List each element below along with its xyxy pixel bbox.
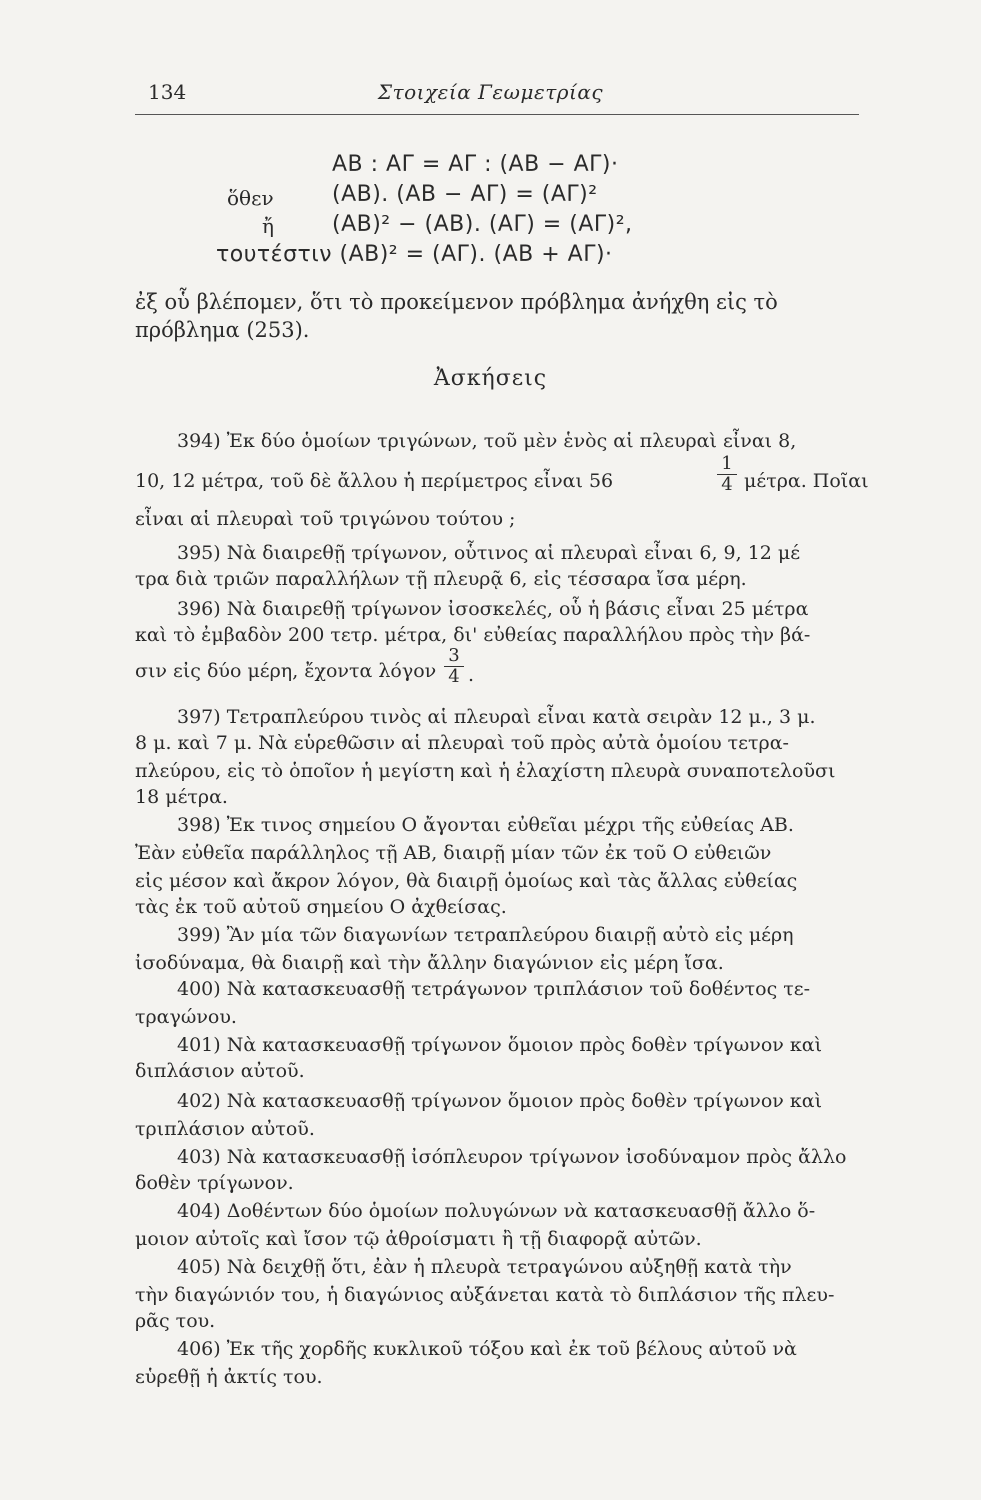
exercise-402-line-1: 402) Νὰ κατασκευασθῇ τρίγωνον ὅμοιον πρὸς δοθὲν τρίγωνον καὶ [177, 1090, 823, 1112]
section-heading: Ἀσκήσεις [433, 366, 548, 391]
fraction-denominator: 4 [721, 474, 733, 495]
exercise-397-line-3: πλεύρου, εἰς τὸ ὁποῖον ἡ μεγίστη καὶ ἡ ἐλαχίστη πλευρὰ συναποτελοῦσι [135, 760, 836, 782]
exercise-398-line-2: Ἐὰν εὐθεῖα παράλληλος τῇ ΑΒ, διαιρῇ μίαν τῶν ἐκ τοῦ Ο εὐθειῶν [135, 842, 772, 864]
exercise-398-line-4: τὰς ἐκ τοῦ αὐτοῦ σημείου Ο ἀχθείσας. [135, 896, 507, 918]
word-hothen: ὅθεν [227, 186, 274, 210]
equation-2: (ΑΒ). (ΑΒ − ΑΓ) = (ΑΓ)² [332, 182, 598, 207]
exercise-396-line-3: σιν εἰς δύο μέρη, ἔχοντα λόγον [135, 660, 437, 682]
exercise-402-line-2: τριπλάσιον αὐτοῦ. [135, 1118, 315, 1140]
fraction-three-quarters [444, 646, 464, 687]
exercise-400-line-1: 400) Νὰ κατασκευασθῇ τετράγωνον τριπλάσιον τοῦ δοθέντος τε- [177, 978, 811, 1000]
exercise-394-line-2a: 10, 12 μέτρα, τοῦ δὲ ἄλλου ἡ περίμετρος εἶναι 56 [135, 470, 614, 492]
exercise-394-line-3: εἶναι αἱ πλευραὶ τοῦ τριγώνου τούτου ; [135, 508, 516, 530]
exercise-397-line-4: 18 μέτρα. [135, 786, 228, 808]
exercise-401-line-1: 401) Νὰ κατασκευασθῇ τρίγωνον ὅμοιον πρὸς δοθὲν τρίγωνον καὶ [177, 1034, 823, 1056]
equation-3: (ΑΒ)² − (ΑΒ). (ΑΓ) = (ΑΓ)², [332, 212, 633, 237]
exercise-397-line-2: 8 μ. καὶ 7 μ. Νὰ εὑρεθῶσιν αἱ πλευραὶ τοῦ πρὸς αὐτὰ ὁμοίου τετρα- [135, 732, 789, 754]
exercise-397-line-1: 397) Τετραπλεύρου τινὸς αἱ πλευραὶ εἶναι κατὰ σειρὰν 12 μ., 3 μ. [177, 706, 816, 728]
fraction-one-quarter [717, 454, 737, 495]
equation-1: ΑΒ : ΑΓ = ΑΓ : (ΑΒ − ΑΓ)· [332, 152, 619, 177]
page-number: 134 [148, 80, 187, 104]
exercise-399-line-1: 399) Ἂν μία τῶν διαγωνίων τετραπλεύρου διαιρῇ αὐτὸ εἰς μέρη [177, 924, 794, 946]
exercise-394-line-1: 394) Ἐκ δύο ὁμοίων τριγώνων, τοῦ μὲν ἑνὸς αἱ πλευραὶ εἶναι 8, [177, 430, 797, 452]
exercise-403-line-1: 403) Νὰ κατασκευασθῇ ἰσόπλευρον τρίγωνον ἰσοδύναμον πρὸς ἄλλο [177, 1146, 847, 1168]
running-title: Στοιχεία Γεωμετρίας [377, 80, 604, 104]
fraction-numerator: 1 [717, 454, 737, 475]
exercise-396-period: . [468, 664, 475, 686]
exercise-394-line-2b: μέτρα. Ποῖαι [744, 470, 869, 492]
exercise-395-line-1: 395) Νὰ διαιρεθῇ τρίγωνον, οὗτινος αἱ πλευραὶ εἶναι 6, 9, 12 μέ [177, 542, 801, 564]
exercise-406-line-2: εὑρεθῇ ἡ ἀκτίς του. [135, 1366, 323, 1388]
equation-4: τουτέστιν (ΑΒ)² = (ΑΓ). (ΑΒ + ΑΓ)· [216, 242, 613, 267]
word-e: ἤ [262, 214, 274, 238]
header-rule [135, 114, 859, 115]
exercise-399-line-2: ἰσοδύναμα, θὰ διαιρῇ καὶ τὴν ἄλλην διαγώνιον εἰς μέρη ἴσα. [135, 952, 724, 974]
exercise-404-line-2: μοιον αὐτοῖς καὶ ἴσον τῷ ἀθροίσματι ἢ τῇ διαφορᾷ αὐτῶν. [135, 1228, 702, 1250]
exercise-401-line-2: διπλάσιον αὐτοῦ. [135, 1060, 305, 1082]
exercise-405-line-3: ρᾶς του. [135, 1310, 216, 1332]
exercise-404-line-1: 404) Δοθέντων δύο ὁμοίων πολυγώνων νὰ κατασκευασθῇ ἄλλο ὅ- [177, 1200, 816, 1222]
derivation-line-6: πρόβλημα (253). [135, 318, 310, 342]
fraction-denominator: 4 [448, 666, 460, 687]
exercise-403-line-2: δοθὲν τρίγωνον. [135, 1172, 294, 1194]
fraction-numerator: 3 [444, 646, 464, 667]
exercise-400-line-2: τραγώνου. [135, 1006, 237, 1028]
exercise-396-line-1: 396) Νὰ διαιρεθῇ τρίγωνον ἰσοσκελές, οὗ ἡ βάσις εἶναι 25 μέτρα [177, 598, 809, 620]
exercise-398-line-3: εἰς μέσον καὶ ἄκρον λόγον, θὰ διαιρῇ ὁμοίως καὶ τὰς ἄλλας εὐθείας [135, 870, 798, 892]
exercise-398-line-1: 398) Ἐκ τινος σημείου Ο ἄγονται εὐθεῖαι μέχρι τῆς εὐθείας ΑΒ. [177, 814, 794, 836]
exercise-395-line-2: τρα διὰ τριῶν παραλλήλων τῇ πλευρᾷ 6, εἰς τέσσαρα ἴσα μέρη. [135, 568, 747, 590]
exercise-406-line-1: 406) Ἐκ τῆς χορδῆς κυκλικοῦ τόξου καὶ ἐκ τοῦ βέλους αὐτοῦ νὰ [177, 1338, 797, 1360]
derivation-line-5: ἐξ οὗ βλέπομεν, ὅτι τὸ προκείμενον πρόβλημα ἀνήχθη εἰς τὸ [135, 290, 778, 314]
exercise-405-line-1: 405) Νὰ δειχθῇ ὅτι, ἐὰν ἡ πλευρὰ τετραγώνου αὐξηθῇ κατὰ τὴν [177, 1256, 792, 1278]
exercise-396-line-2: καὶ τὸ ἐμβαδὸν 200 τετρ. μέτρα, δι' εὐθείας παραλλήλου πρὸς τὴν βά- [135, 624, 811, 646]
exercise-405-line-2: τὴν διαγώνιόν του, ἡ διαγώνιος αὐξάνεται κατὰ τὸ διπλάσιον τῆς πλευ- [135, 1284, 835, 1306]
